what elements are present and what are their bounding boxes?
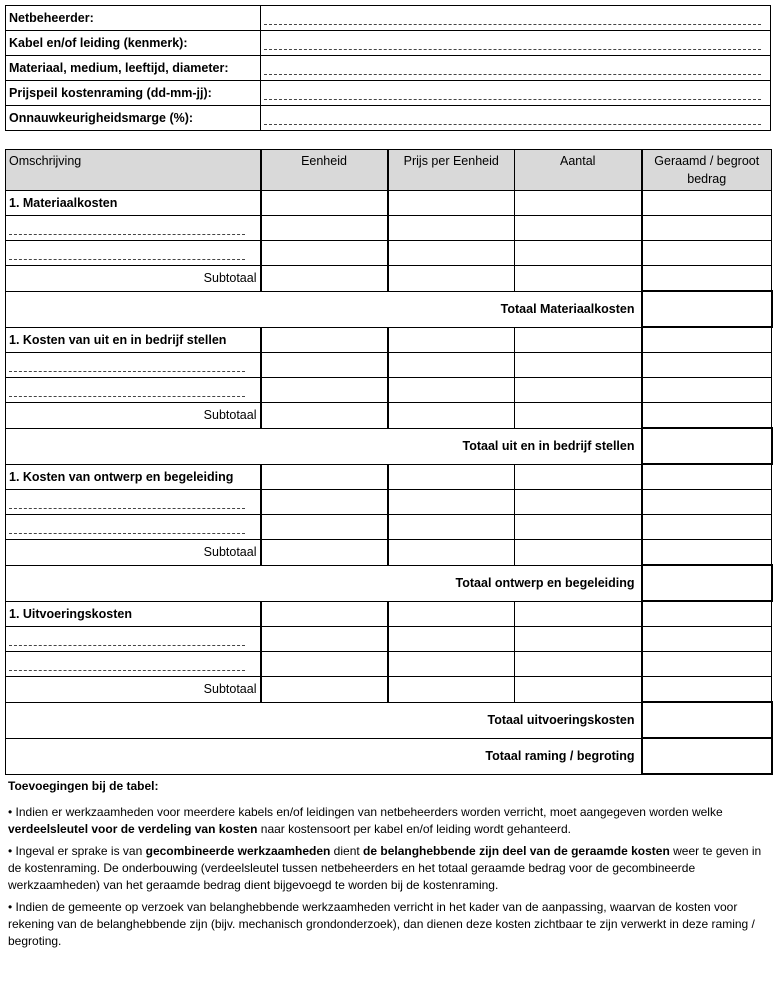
dashed-line — [9, 632, 245, 646]
cell[interactable] — [261, 216, 388, 241]
cell[interactable] — [515, 403, 642, 429]
table-row — [6, 652, 772, 677]
subtotal-label: Subtotaal — [6, 677, 261, 703]
cell[interactable] — [515, 216, 642, 241]
header-aantal: Aantal — [515, 150, 642, 191]
cell[interactable] — [642, 191, 772, 216]
info-value-field[interactable] — [261, 56, 771, 81]
section-title: 1. Materiaalkosten — [6, 191, 261, 216]
cell[interactable] — [642, 652, 772, 677]
subtotal-label: Subtotaal — [6, 266, 261, 292]
cell[interactable] — [261, 540, 388, 566]
cell[interactable] — [388, 627, 515, 652]
cell[interactable] — [642, 627, 772, 652]
dashed-line — [9, 221, 245, 235]
cell[interactable] — [642, 378, 772, 403]
header-prijs: Prijs per Eenheid — [388, 150, 515, 191]
cell[interactable] — [388, 652, 515, 677]
cell[interactable] — [515, 601, 642, 627]
cell[interactable] — [515, 627, 642, 652]
cell[interactable] — [515, 677, 642, 703]
header-row — [6, 150, 772, 191]
section-title-row — [6, 464, 772, 490]
cell[interactable] — [388, 601, 515, 627]
description-cell[interactable] — [6, 490, 261, 515]
cell[interactable] — [388, 490, 515, 515]
cell[interactable] — [261, 627, 388, 652]
info-value-field[interactable] — [261, 81, 771, 106]
cell[interactable] — [261, 353, 388, 378]
cell[interactable] — [388, 216, 515, 241]
section-title-row — [6, 601, 772, 627]
cell[interactable] — [642, 490, 772, 515]
description-cell[interactable] — [6, 378, 261, 403]
cell[interactable] — [261, 378, 388, 403]
total-row — [6, 565, 772, 601]
note-2 — [8, 843, 773, 894]
description-cell[interactable] — [6, 216, 261, 241]
cell[interactable] — [515, 353, 642, 378]
cell[interactable] — [515, 327, 642, 353]
total-label: Totaal uitvoeringskosten — [6, 702, 642, 738]
dashed-line — [9, 520, 245, 534]
description-cell[interactable] — [6, 515, 261, 540]
description-cell[interactable] — [6, 353, 261, 378]
section-title: 1. Uitvoeringskosten — [6, 601, 261, 627]
cell[interactable] — [388, 241, 515, 266]
cell[interactable] — [515, 464, 642, 490]
description-cell[interactable] — [6, 627, 261, 652]
total-value-cell[interactable] — [642, 291, 772, 327]
cell[interactable] — [261, 266, 388, 292]
section-title-row — [6, 191, 772, 216]
dashed-line — [9, 358, 245, 372]
cell[interactable] — [515, 652, 642, 677]
cell[interactable] — [261, 515, 388, 540]
cell[interactable] — [261, 191, 388, 216]
cell[interactable] — [261, 464, 388, 490]
cell[interactable] — [388, 677, 515, 703]
table-row — [6, 241, 772, 266]
note-bold-text: verdeelsleutel voor de verdeling van kosten — [8, 822, 258, 836]
cell[interactable] — [515, 490, 642, 515]
subtotal-label: Subtotaal — [6, 540, 261, 566]
notes-section — [8, 778, 773, 955]
dashed-line — [9, 383, 245, 397]
total-label: Totaal ontwerp en begeleiding — [6, 565, 642, 601]
subtotal-row — [6, 540, 772, 566]
dotted-line — [264, 86, 761, 100]
info-label: Kabel en/of leiding (kenmerk): — [6, 31, 261, 56]
cell[interactable] — [388, 266, 515, 292]
note-1 — [8, 804, 773, 838]
cell[interactable] — [515, 191, 642, 216]
total-row — [6, 291, 772, 327]
subtotal-label: Subtotaal — [6, 403, 261, 429]
cell[interactable] — [388, 515, 515, 540]
note-text: dient — [330, 844, 364, 858]
info-value-field[interactable] — [261, 6, 771, 31]
info-row-netbeheerder — [6, 6, 771, 31]
total-row — [6, 428, 772, 464]
cell[interactable] — [642, 241, 772, 266]
table-row — [6, 216, 772, 241]
total-value-cell[interactable] — [642, 702, 772, 738]
cell[interactable] — [388, 353, 515, 378]
dotted-line — [264, 11, 761, 25]
note-text: weer te geven in de kostenraming. De onderbouwing (verdeelsleutel tussen netbeheerders en het totaal geraamde bedrag voor de gecombineerde werkzaamheden) van het geraamde bedrag dient bijgevoegd te worden bij de kostenraming. — [8, 844, 762, 892]
section-title: 1. Kosten van ontwerp en begeleiding — [6, 464, 261, 490]
cell[interactable] — [261, 601, 388, 627]
cell[interactable] — [261, 652, 388, 677]
description-cell[interactable] — [6, 652, 261, 677]
dotted-line — [264, 36, 761, 50]
info-row-kabel — [6, 31, 771, 56]
cell[interactable] — [642, 464, 772, 490]
cell[interactable] — [642, 216, 772, 241]
cell[interactable] — [642, 353, 772, 378]
info-value-field[interactable] — [261, 106, 771, 131]
cell[interactable] — [642, 266, 772, 292]
info-label: Prijspeil kostenraming (dd-mm-jj): — [6, 81, 261, 106]
grand-total-row — [6, 738, 772, 774]
table-row — [6, 490, 772, 515]
dashed-line — [9, 246, 245, 260]
cost-table — [5, 149, 773, 775]
cell[interactable] — [261, 327, 388, 353]
info-table — [5, 5, 771, 131]
cell[interactable] — [515, 241, 642, 266]
header-bedrag: Geraamd / begroot bedrag — [642, 150, 772, 191]
table-row — [6, 353, 772, 378]
table-row — [6, 627, 772, 652]
notes-title: Toevoegingen bij de tabel: — [8, 779, 159, 793]
cell[interactable] — [388, 327, 515, 353]
info-label: Materiaal, medium, leeftijd, diameter: — [6, 56, 261, 81]
total-value-cell[interactable] — [642, 428, 772, 464]
total-row — [6, 702, 772, 738]
info-label: Onnauwkeurigheidsmarge (%): — [6, 106, 261, 131]
grand-total-label: Totaal raming / begroting — [6, 738, 642, 774]
total-label: Totaal Materiaalkosten — [6, 291, 642, 327]
cell[interactable] — [515, 515, 642, 540]
total-value-cell[interactable] — [642, 565, 772, 601]
note-bold-text: de belanghebbende zijn deel van de geraamde kosten — [363, 844, 670, 858]
dashed-line — [9, 657, 245, 671]
grand-total-value-cell[interactable] — [642, 738, 772, 774]
cell[interactable] — [515, 378, 642, 403]
cell[interactable] — [261, 677, 388, 703]
table-row — [6, 515, 772, 540]
info-value-field[interactable] — [261, 31, 771, 56]
cell[interactable] — [388, 403, 515, 429]
subtotal-row — [6, 677, 772, 703]
cell[interactable] — [642, 677, 772, 703]
note-text: naar kostensoort per kabel en/of leiding wordt gehanteerd. — [257, 822, 571, 836]
cell[interactable] — [388, 464, 515, 490]
cell[interactable] — [515, 540, 642, 566]
note-text: • Ingeval er sprake is van — [8, 844, 146, 858]
cell[interactable] — [642, 327, 772, 353]
total-label: Totaal uit en in bedrijf stellen — [6, 428, 642, 464]
cell[interactable] — [261, 403, 388, 429]
subtotal-row — [6, 266, 772, 292]
cell[interactable] — [642, 601, 772, 627]
cell[interactable] — [388, 191, 515, 216]
info-row-materiaal — [6, 56, 771, 81]
section-title-row — [6, 327, 772, 353]
header-eenheid: Eenheid — [261, 150, 388, 191]
info-label: Netbeheerder: — [6, 6, 261, 31]
section-title: 1. Kosten van uit en in bedrijf stellen — [6, 327, 261, 353]
cell[interactable] — [642, 515, 772, 540]
cell[interactable] — [642, 540, 772, 566]
cell[interactable] — [261, 241, 388, 266]
note-bold-text: gecombineerde werkzaamheden — [145, 844, 331, 858]
dotted-line — [264, 61, 761, 75]
cell[interactable] — [642, 403, 772, 429]
header-omschrijving: Omschrijving — [6, 150, 261, 191]
dotted-line — [264, 111, 761, 125]
description-cell[interactable] — [6, 241, 261, 266]
table-row — [6, 378, 772, 403]
info-row-marge — [6, 106, 771, 131]
cell[interactable] — [515, 266, 642, 292]
info-row-prijspeil — [6, 81, 771, 106]
subtotal-row — [6, 403, 772, 429]
cell[interactable] — [388, 378, 515, 403]
cell[interactable] — [388, 540, 515, 566]
dashed-line — [9, 495, 245, 509]
note-text: • Indien er werkzaamheden voor meerdere kabels en/of leidingen van netbeheerders worden verricht, moet aangegeven worden welke — [8, 805, 723, 819]
note-3: • Indien de gemeente op verzoek van belanghebbende werkzaamheden verricht in het kader van de aanpassing, waarvan de kosten voor rekening van de belanghebbende zijn (bijv. mechanisch grondonderzoek), dan dienen deze kosten zichtbaar te zijn verwerkt in deze raming / begroting. — [8, 900, 755, 948]
cell[interactable] — [261, 490, 388, 515]
